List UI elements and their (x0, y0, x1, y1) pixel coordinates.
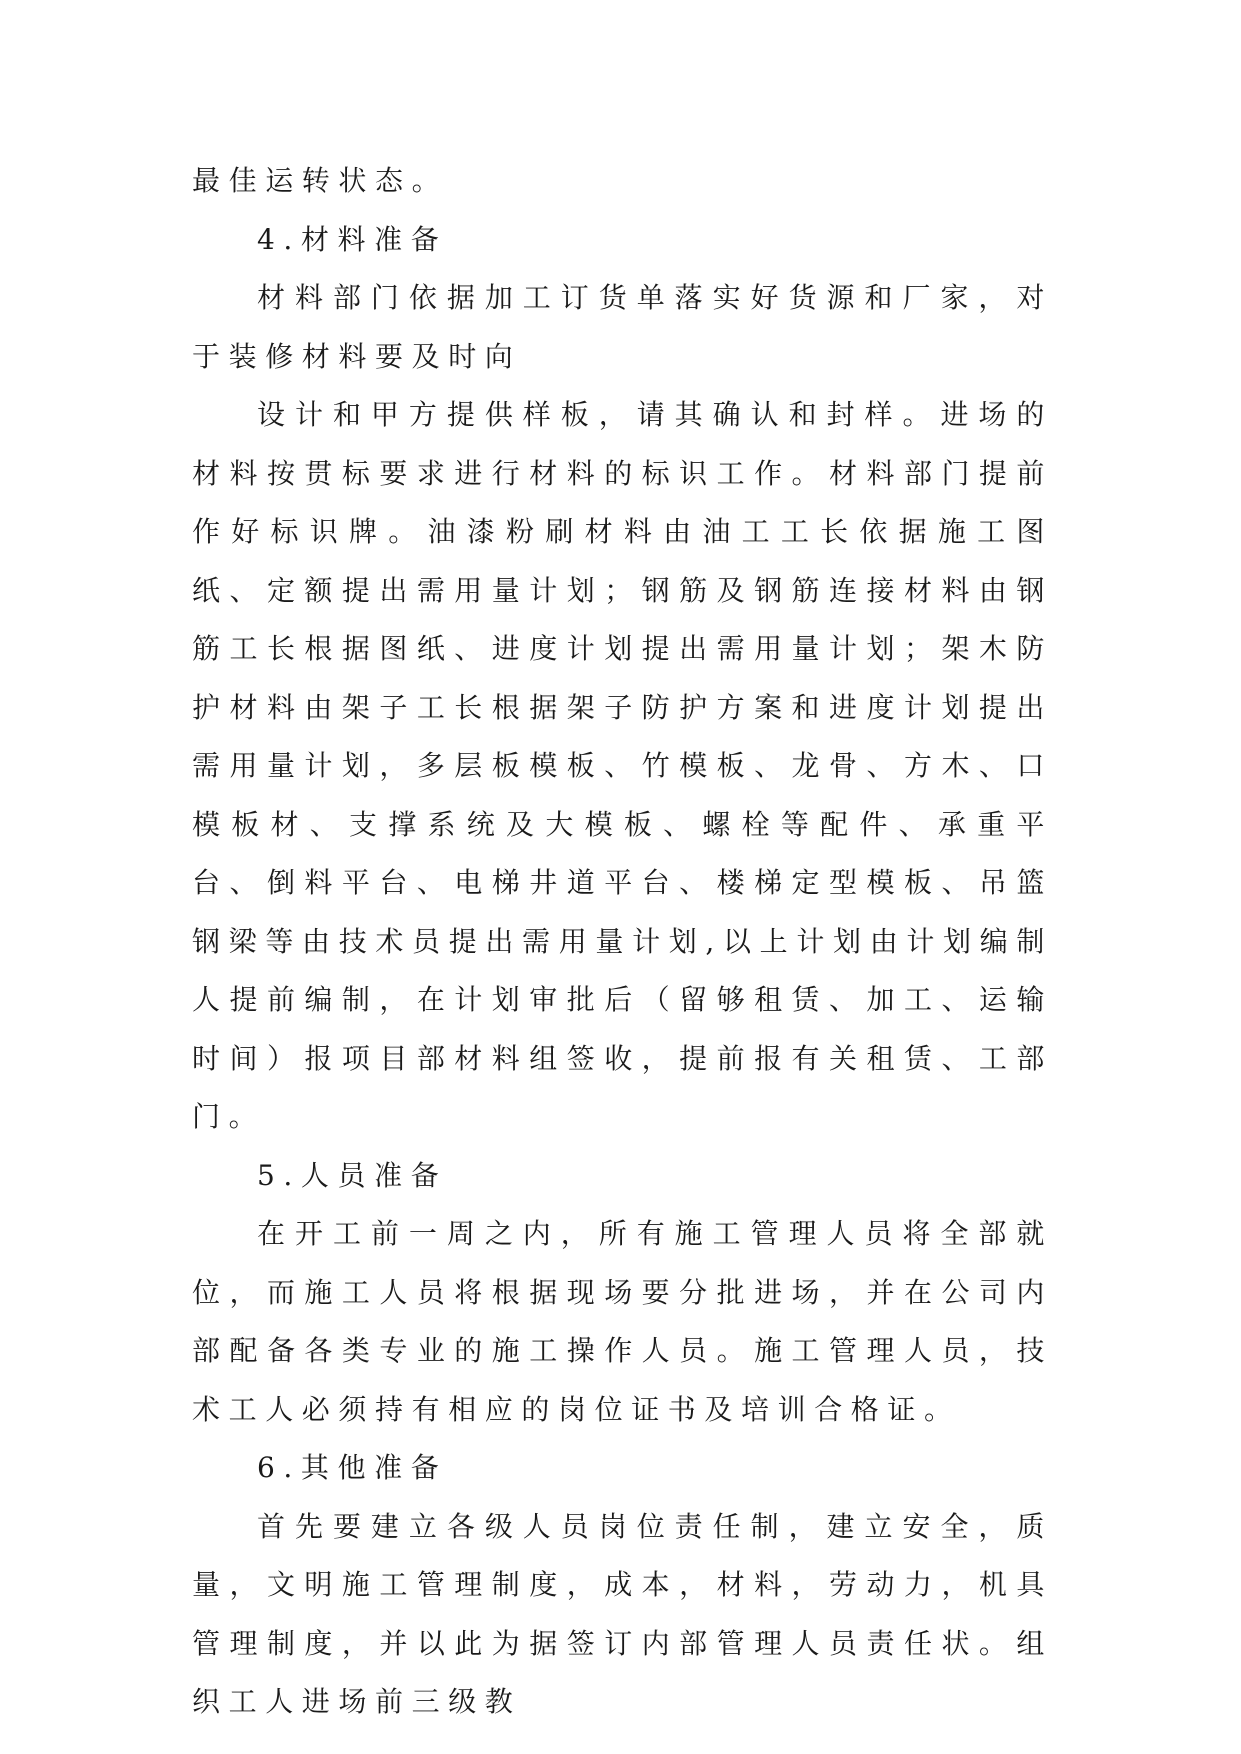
paragraph-continuation: 最佳运转状态。 (192, 164, 449, 197)
heading-personnel-preparation: 5.人员准备 (257, 1158, 448, 1192)
paragraph-personnel: 在开工前一周之内，所有施工管理人员将全部就位，而施工人员将根据现场要分批进场，并在公司内部配备各类专业的施工操作人员。施工管理人员，技术工人必须持有相应的岗位证书及培训合格证。 (192, 1217, 1053, 1426)
heading-other-preparation: 6.其他准备 (257, 1451, 448, 1484)
heading-material-preparation: 4.材料准备 (257, 222, 448, 256)
paragraph-other: 首先要建立各级人员岗位责任制，建立安全，质量，文明施工管理制度，成本，材料，劳动力，机具管理制度，并以此为据签订内部管理人员责任状。组织工人进场前三级教 (192, 1509, 1053, 1718)
document-page (192, 152, 1053, 1732)
paragraph-material-plan: 设计和甲方提供样板，请其确认和封样。进场的材料按贯标要求进行材料的标识工作。材料部门提前作好标识牌。油漆粉刷材料由油工工长依据施工图纸、定额提出需用量计划；钢筋及钢筋连接材料由钢筋工长根据图纸、进度计划提出需用量计划；架木防护材料由架子工长根据架子防护方案和进度计划提出需用量计划，多层板模板、竹模板、龙骨、方木、口模板材、支撑系统及大模板、螺栓等配件、承重平台、倒料平台、电梯井道平台、楼梯定型模板、吊篮钢梁等由技术员提出需用量计划,以上计划由计划编制人提前编制，在计划审批后（留够租赁、加工、运输时间）报项目部材料组签收，提前报有关租赁、工部门。 (192, 398, 1053, 1133)
paragraph-material-sourcing: 材料部门依据加工订货单落实好货源和厂家，对于装修材料要及时向 (192, 281, 1053, 373)
